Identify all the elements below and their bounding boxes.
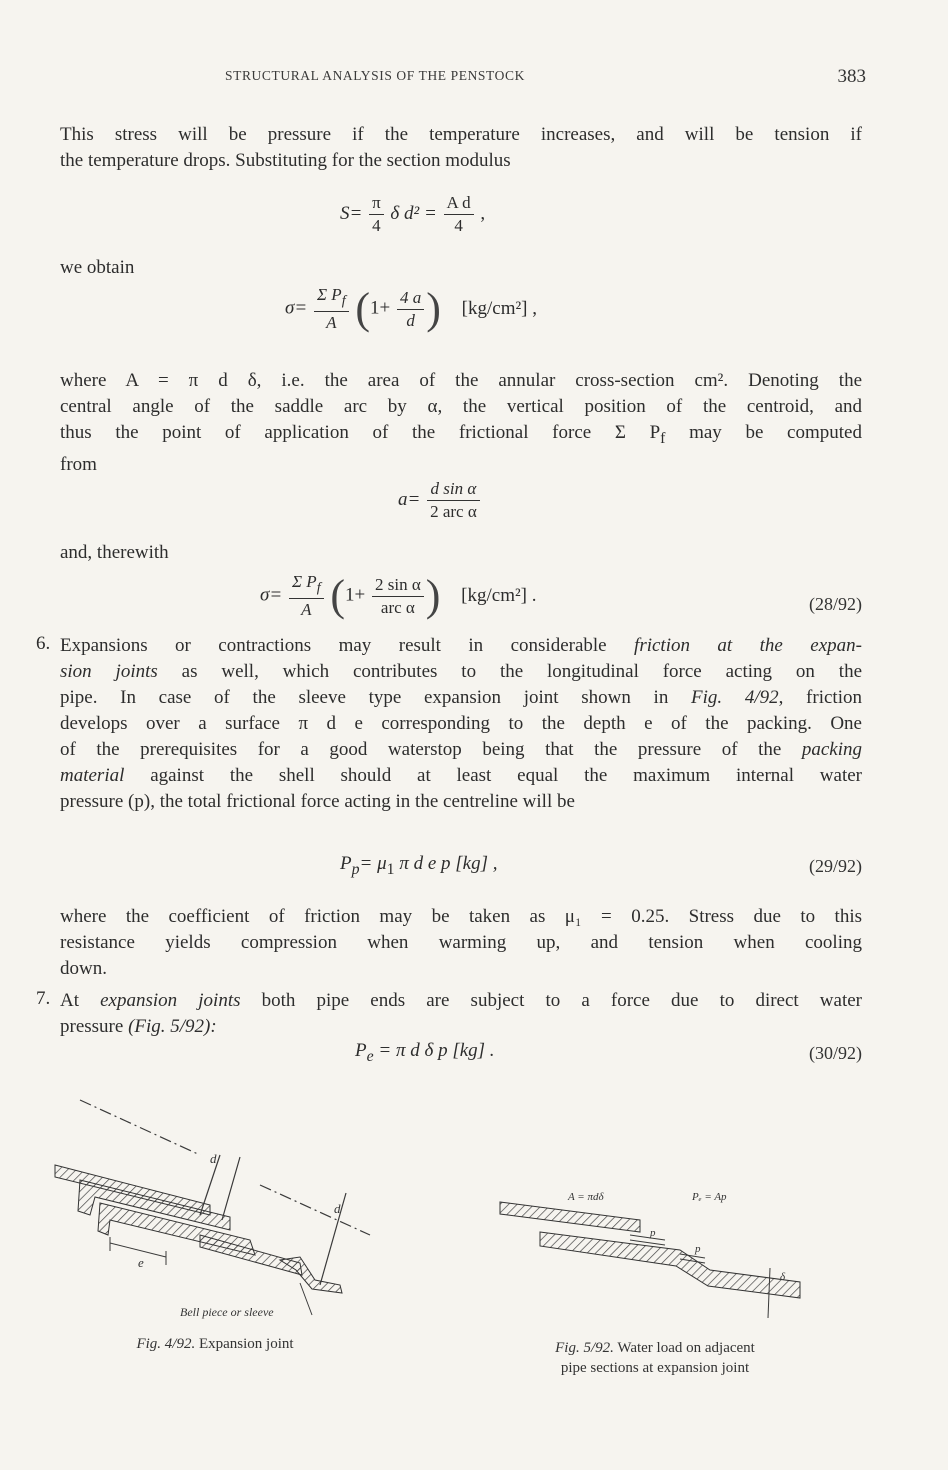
- fraction: $\frac{4 a}{d}$: [397, 287, 424, 332]
- label-bell-piece: Bell piece or sleeve: [180, 1305, 274, 1319]
- label-force: Pₑ = Ap: [692, 1191, 727, 1203]
- label-d: d: [210, 1151, 217, 1166]
- text-line: pressure (p), the total frictional force acting in the centreline will be: [60, 791, 575, 812]
- equation-pe: $P_e = \pi$ d δ p [kg] .: [355, 1040, 495, 1065]
- fraction: $\frac{\Sigma P_f}{A}$: [314, 284, 349, 334]
- where-paragraph: [60, 368, 862, 478]
- equation-a: a= $\frac{\text{d sin α}}{\text{2 arc α}}$: [398, 478, 482, 523]
- equation-sigma-1: σ= $\frac{\Sigma P_f}{A}$ (1+ $\frac{4 a}{d}$ ) [kg/cm²] ,: [285, 284, 538, 334]
- text-line: where A = π d δ, i.e. the area of the annular cross-section cm². Denoting the: [60, 370, 862, 391]
- label-thickness: δ: [780, 1271, 786, 1283]
- text-line: of the prerequisites for a good waterstop being that the pressure of the packing: [60, 739, 862, 760]
- figure-5-caption: Fig. 5/92. Water load on adjacent pipe sections at expansion joint: [555, 1340, 755, 1376]
- text-line: thus the point of application of the frictional force Σ $P_f$ may be computed: [60, 422, 862, 447]
- equation-pp: $P_p= \mu_1$ π d e p [kg] ,: [340, 853, 498, 878]
- item-number: 6.: [36, 633, 51, 654]
- running-title: STRUCTURAL ANALYSIS OF THE PENSTOCK: [225, 68, 525, 83]
- text-line: pressure (Fig. 5/92):: [60, 1016, 217, 1037]
- fraction: $\frac{\pi}{4}$: [369, 192, 384, 237]
- coefficient-paragraph: [60, 904, 862, 982]
- item-6-paragraph: [60, 633, 862, 815]
- text-line: pipe. In case of the sleeve type expansion joint shown in Fig. 4/92, friction: [60, 687, 862, 708]
- text-line: This stress will be pressure if the temperature increases, and will be tension if: [60, 124, 862, 145]
- label-pressure: p: [695, 1243, 701, 1255]
- fraction: $\frac{\text{d sin α}}{\text{2 arc α}}$: [427, 478, 480, 523]
- text-line: sion joints as well, which contributes to the longitudinal force acting on the: [60, 661, 862, 682]
- label-pressure: p: [650, 1227, 656, 1239]
- expansion-joint-figure: [50, 1085, 390, 1330]
- fraction: $\frac{\text{2 sin α}}{\text{arc α}}$: [372, 574, 424, 619]
- page-number: 383: [837, 66, 866, 87]
- running-head: [0, 68, 948, 92]
- equation-section-modulus: S= $\frac{\pi}{4}$ δ d² = $\frac{\text{A d}}{4}$ ,: [340, 193, 486, 235]
- equation-sigma-2: σ= $\frac{\Sigma P_f}{A}$ (1+ $\frac{\text{2 sin α}}{\text{arc α}}$ ) [kg/cm²] .: [260, 571, 537, 621]
- text-line: from: [60, 453, 97, 475]
- item-7-paragraph: [60, 988, 862, 1040]
- fraction: $\frac{\text{A d}}{4}$: [444, 192, 474, 237]
- equation-number: (30/92): [809, 1043, 862, 1063]
- fraction: $\frac{\Sigma P_f}{A}$: [289, 571, 324, 621]
- text-line: At expansion joints both pipe ends are subject to a force due to direct water: [60, 990, 863, 1011]
- figure-4-caption: Fig. 4/92. Expansion joint: [136, 1336, 294, 1352]
- equation-number: (29/92): [809, 856, 862, 876]
- label-d: d: [334, 1201, 341, 1216]
- we-obtain-text: we obtain: [60, 257, 135, 278]
- text-line: central angle of the saddle arc by α, the vertical position of the centroid, and: [60, 396, 862, 417]
- item-number: 7.: [36, 988, 51, 1009]
- text-line: resistance yields compression when warming up, and tension when cooling: [60, 932, 862, 953]
- text-line: down.: [60, 958, 107, 979]
- and-therewith-text: and, therewith: [60, 542, 169, 563]
- label-e: e: [138, 1255, 144, 1270]
- text-line: Expansions or contractions may result in considerable friction at the expan-: [60, 635, 862, 656]
- water-load-figure: [490, 1180, 820, 1330]
- text-line: material against the shell should at least equal the maximum internal water: [60, 765, 862, 786]
- text-line: where the coefficient of friction may be taken as μ₁ = 0.25. Stress due to this: [60, 906, 862, 927]
- text-line: the temperature drops. Substituting for the section modulus: [60, 150, 511, 171]
- intro-paragraph: [60, 122, 862, 174]
- equation-number: (28/92): [809, 594, 862, 614]
- text-line: develops over a surface π d e corresponding to the depth e of the packing. One: [60, 713, 862, 734]
- label-area: A = πdδ: [568, 1191, 604, 1203]
